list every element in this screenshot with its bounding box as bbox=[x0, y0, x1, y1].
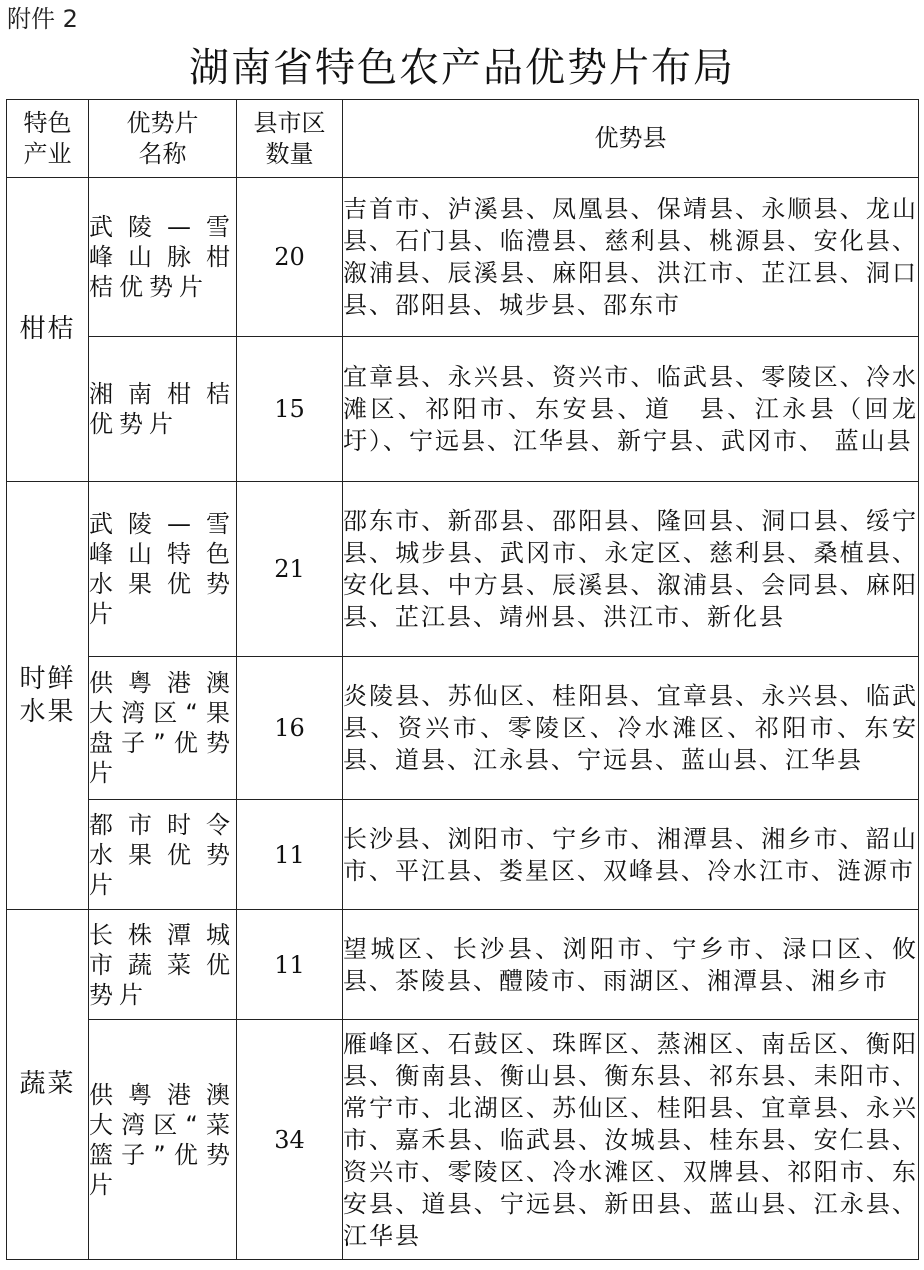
county-list-cell: 吉首市、泸溪县、凤凰县、保靖县、永顺县、龙山县、石门县、临澧县、慈利县、桃源县、安化县、溆浦县、辰溪县、麻阳县、洪江市、芷江县、洞口县、邵阳县、城步县、邵东市 bbox=[343, 178, 919, 337]
header-zone-name: 优势片 名称 bbox=[89, 100, 237, 178]
header-industry: 特色 产业 bbox=[7, 100, 89, 178]
table-row bbox=[7, 178, 919, 337]
industry-cell-vegetables: 蔬菜 bbox=[7, 910, 89, 1260]
county-count-cell: 11 bbox=[237, 800, 343, 910]
header-count: 县市区 数量 bbox=[237, 100, 343, 178]
county-list-cell: 宜章县、永兴县、资兴市、临武县、零陵区、冷水滩区、祁阳市、东安县、道 县、江永县（回龙圩）、宁远县、江华县、新宁县、武冈市、 蓝山县 bbox=[343, 337, 919, 482]
county-list-cell: 邵东市、新邵县、邵阳县、隆回县、洞口县、绥宁县、城步县、武冈市、永定区、慈利县、桑植县、安化县、中方县、辰溪县、溆浦县、会同县、麻阳县、芷江县、靖州县、洪江市、新化县 bbox=[343, 482, 919, 657]
county-count-cell: 20 bbox=[237, 178, 343, 337]
county-count-cell: 21 bbox=[237, 482, 343, 657]
table-row bbox=[7, 482, 919, 657]
zone-name-cell: 武陵—雪峰山脉柑桔优势片 bbox=[89, 178, 237, 337]
industry-cell-fresh-fruit: 时鲜 水果 bbox=[7, 482, 89, 910]
table-row bbox=[7, 910, 919, 1020]
zone-name-cell: 供粤港澳大湾区“果盘子”优势片 bbox=[89, 657, 237, 800]
county-list-cell: 长沙县、浏阳市、宁乡市、湘潭县、湘乡市、韶山市、平江县、娄星区、双峰县、冷水江市、涟源市 bbox=[343, 800, 919, 910]
zone-name-cell: 都市时令水果优势片 bbox=[89, 800, 237, 910]
zone-name-cell: 湘南柑桔优势片 bbox=[89, 337, 237, 482]
county-count-cell: 34 bbox=[237, 1020, 343, 1260]
document-title: 湖南省特色农产品优势片布局 bbox=[189, 45, 735, 91]
attachment-label: 附件 2 bbox=[7, 5, 78, 33]
industry-cell-citrus: 柑桔 bbox=[7, 178, 89, 482]
county-count-cell: 15 bbox=[237, 337, 343, 482]
county-count-cell: 11 bbox=[237, 910, 343, 1020]
county-list-cell: 炎陵县、苏仙区、桂阳县、宜章县、永兴县、临武县、资兴市、零陵区、冷水滩区、祁阳市、东安县、道县、江永县、宁远县、蓝山县、江华县 bbox=[343, 657, 919, 800]
table-row bbox=[7, 657, 919, 800]
table-row bbox=[7, 800, 919, 910]
header-row bbox=[7, 100, 919, 178]
header-counties: 优势县 bbox=[343, 100, 919, 178]
zone-name-cell: 长株潭城市蔬菜优势片 bbox=[89, 910, 237, 1020]
county-list-cell: 雁峰区、石鼓区、珠晖区、蒸湘区、南岳区、衡阳县、衡南县、衡山县、衡东县、祁东县、耒阳市、常宁市、北湖区、苏仙区、桂阳县、宜章县、永兴市、嘉禾县、临武县、汝城县、桂东县、安仁县、资兴市、零陵区、冷水滩区、双牌县、祁阳市、东安县、道县、宁远县、新田县、蓝山县、江永县、江华县 bbox=[343, 1020, 919, 1260]
table-row bbox=[7, 1020, 919, 1260]
county-count-cell: 16 bbox=[237, 657, 343, 800]
layout-table bbox=[6, 99, 919, 1260]
zone-name-cell: 武陵—雪峰山特色水果优势片 bbox=[89, 482, 237, 657]
county-list-cell: 望城区、长沙县、浏阳市、宁乡市、渌口区、攸县、茶陵县、醴陵市、雨湖区、湘潭县、湘乡市 bbox=[343, 910, 919, 1020]
table-row bbox=[7, 337, 919, 482]
zone-name-cell: 供粤港澳大湾区“菜篮子”优势片 bbox=[89, 1020, 237, 1260]
